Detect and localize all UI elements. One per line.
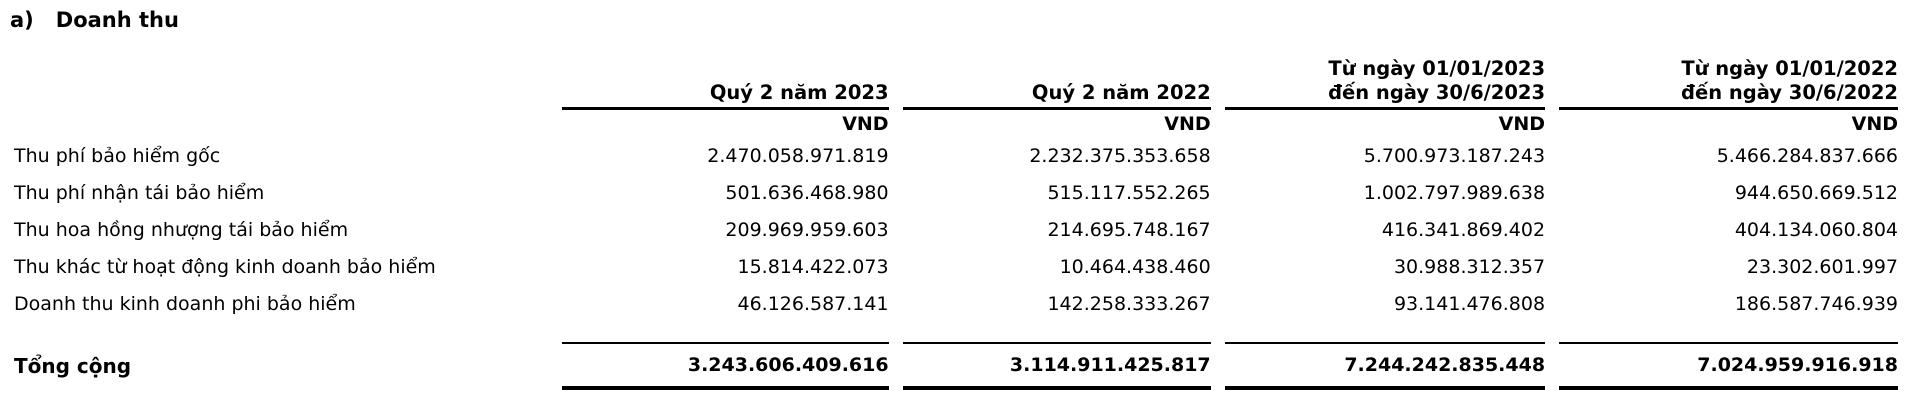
column-header-line2: đến ngày 30/6/2022 (1681, 80, 1898, 104)
spacer-row (14, 322, 1898, 342)
total-label: Tổng cộng (14, 354, 132, 378)
total-value: 3.243.606.409.616 (562, 342, 889, 390)
column-header-q2-2023 (562, 34, 889, 110)
row-label: Thu phí bảo hiểm gốc (14, 144, 221, 167)
row-label: Doanh thu kinh doanh phi bảo hiểm (14, 292, 356, 315)
table-row (14, 285, 1898, 322)
cell-value: 93.141.476.808 (1393, 292, 1546, 315)
row-label: Thu khác từ hoạt động kinh doanh bảo hiểm (14, 255, 436, 278)
cell-value: 209.969.959.603 (725, 218, 889, 241)
cell-value: 15.814.422.073 (737, 255, 889, 278)
header-empty-cell (14, 34, 548, 110)
table-row (14, 137, 1898, 174)
unit-label: VND (1498, 112, 1546, 135)
unit-empty-cell (14, 110, 548, 137)
unit-row (14, 110, 1898, 137)
cell-value: 214.695.748.167 (1047, 218, 1211, 241)
section-title (0, 0, 1918, 32)
total-value: 3.114.911.425.817 (903, 342, 1211, 390)
unit-label: VND (1851, 112, 1898, 135)
column-header-ytd-2022 (1559, 34, 1898, 110)
cell-value: 23.302.601.997 (1746, 255, 1898, 278)
revenue-table (0, 34, 1912, 390)
cell-value: 46.126.587.141 (737, 292, 889, 315)
cell-value: 2.470.058.971.819 (707, 144, 889, 167)
cell-value: 5.700.973.187.243 (1363, 144, 1546, 167)
total-value: 7.244.242.835.448 (1225, 342, 1545, 390)
column-header-q2-2022 (903, 34, 1211, 110)
table-row (14, 248, 1898, 285)
row-label: Thu hoa hồng nhượng tái bảo hiểm (14, 218, 349, 241)
row-label: Thu phí nhận tái bảo hiểm (14, 181, 265, 204)
table-row (14, 174, 1898, 211)
cell-value: 30.988.312.357 (1393, 255, 1546, 278)
column-header-line1: Quý 2 năm 2022 (1031, 80, 1211, 104)
section-title-text: Doanh thu (55, 8, 179, 32)
total-value: 7.024.959.916.918 (1559, 342, 1898, 390)
cell-value: 142.258.333.267 (1047, 292, 1211, 315)
cell-value: 10.464.438.460 (1059, 255, 1211, 278)
table-row (14, 211, 1898, 248)
cell-value: 416.341.869.402 (1381, 218, 1546, 241)
cell-value: 515.117.552.265 (1047, 181, 1211, 204)
column-header-line1: Từ ngày 01/01/2023 (1328, 57, 1546, 81)
column-header-ytd-2023 (1225, 34, 1545, 110)
section-marker: a) (10, 8, 34, 32)
cell-value: 501.636.468.980 (725, 181, 889, 204)
cell-value: 186.587.746.939 (1734, 292, 1898, 315)
header-row (14, 34, 1898, 110)
cell-value: 5.466.284.837.666 (1716, 144, 1898, 167)
cell-value: 1.002.797.989.638 (1363, 181, 1546, 204)
column-header-line1: Từ ngày 01/01/2022 (1681, 57, 1898, 81)
cell-value: 404.134.060.804 (1734, 218, 1898, 241)
cell-value: 2.232.375.353.658 (1029, 144, 1211, 167)
total-row (14, 342, 1898, 390)
column-header-line2: đến ngày 30/6/2023 (1328, 80, 1546, 104)
unit-label: VND (842, 112, 889, 135)
unit-label: VND (1164, 112, 1211, 135)
cell-value: 944.650.669.512 (1734, 181, 1898, 204)
column-header-line1: Quý 2 năm 2023 (709, 80, 889, 104)
